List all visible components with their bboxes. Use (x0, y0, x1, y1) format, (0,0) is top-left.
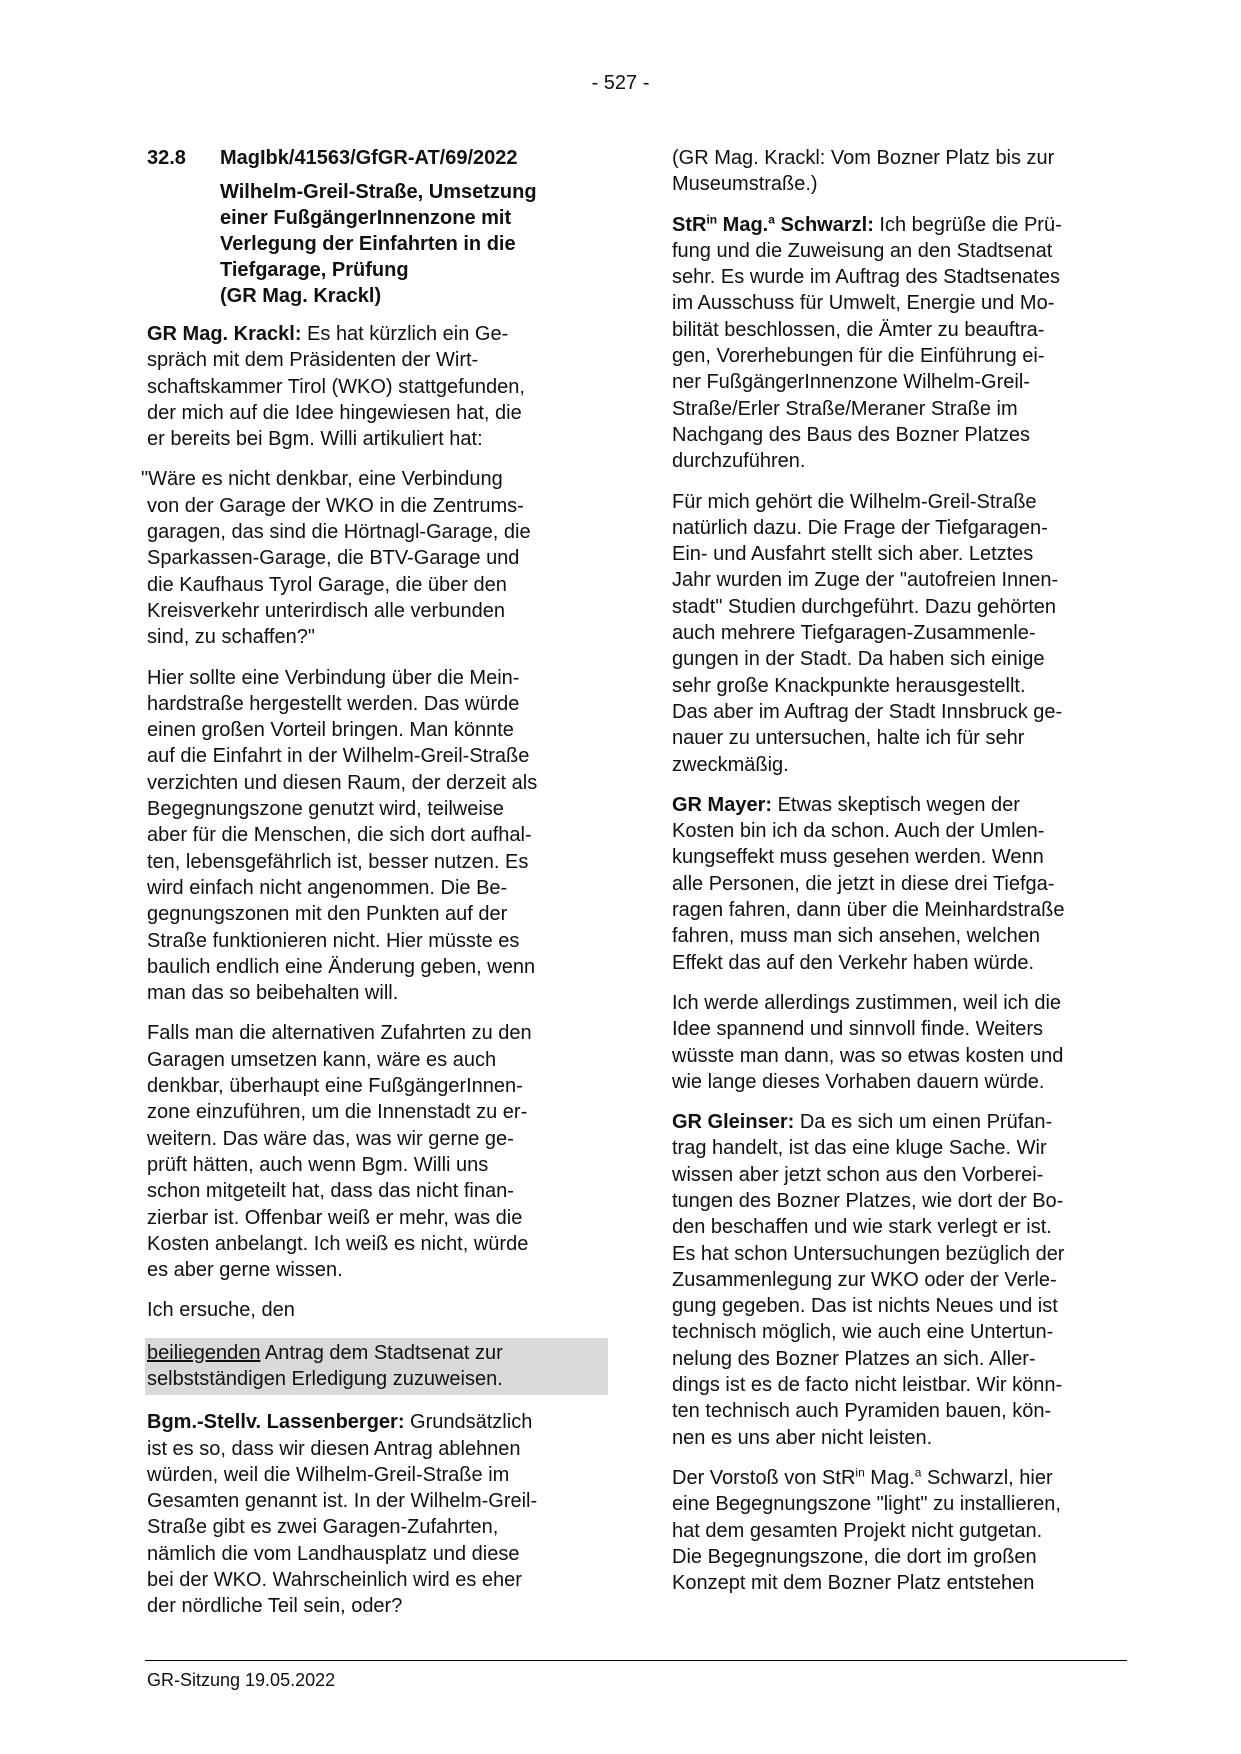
text-line: man das so beibehalten will. (147, 982, 399, 1005)
text-line: stadt" Studien durchgeführt. Dazu gehörten (672, 595, 1057, 618)
item-reference: MagIbk/41563/GfGR-AT/69/2022 (220, 147, 518, 169)
text-line: zone einzuführen, um die Innenstadt zu er- (147, 1101, 528, 1124)
text-line: wie lange dieses Vorhaben dauern würde. (672, 1070, 1045, 1093)
text-line: Konzept mit dem Bozner Platz entstehen (672, 1572, 1035, 1595)
text-line: alle Personen, die jetzt in diese drei Tiefga- (672, 872, 1055, 895)
text-line: "Wäre es nicht denkbar, eine Verbindung (141, 468, 503, 491)
text-line: ist es so, dass wir diesen Antrag ablehnen (147, 1437, 521, 1460)
superscript: a (914, 1465, 922, 1480)
speaker-name (672, 211, 874, 236)
text-line: Zusammenlegung zur WKO oder der Verle- (672, 1268, 1057, 1291)
text-line: Gesamten genannt ist. In der Wilhelm-Greil- (147, 1490, 538, 1513)
text-line: Antrag dem Stadtsenat zur (260, 1341, 503, 1364)
paragraph (147, 665, 602, 1007)
superscript: in (855, 1465, 865, 1480)
text-line: ner FußgängerInnenzone Wilhelm-Greil- (672, 371, 1030, 394)
text-line: der mich auf die Idee hingewiesen hat, die (147, 401, 522, 424)
text-line: Das aber im Auftrag der Stadt Innsbruck ge- (672, 700, 1063, 723)
text-line: Ein- und Ausfahrt stellt sich aber. Letztes (672, 543, 1034, 566)
text-line: kungseffekt muss gesehen werden. Wenn (672, 846, 1044, 869)
text-line: fung und die Zuweisung an den Stadtsenat (672, 239, 1053, 262)
paragraph (672, 990, 1127, 1095)
text-line: es aber gerne wissen. (147, 1259, 343, 1282)
motion-underlined: beiliegenden (147, 1341, 261, 1364)
text-line: weitern. Das wäre das, was wir gerne ge- (147, 1127, 514, 1150)
item-heading (147, 145, 602, 171)
paragraph (672, 145, 1127, 198)
paragraph-gleinser (672, 1109, 1127, 1451)
text-line: Für mich gehört die Wilhelm-Greil-Straße (672, 490, 1037, 513)
item-title (220, 179, 602, 309)
text-line: gungen in der Stadt. Da haben sich einige (672, 648, 1045, 671)
text-line: einen großen Vorteil bringen. Man könnte (147, 719, 514, 742)
text-line: zierbar ist. Offenbar weiß er mehr, was die (147, 1206, 523, 1229)
text-line: nämlich die vom Landhausplatz und diese (147, 1542, 520, 1565)
paragraph-krackl (147, 321, 602, 452)
right-column (672, 145, 1127, 1610)
text-line: auf die Einfahrt in der Wilhelm-Greil-Straße (147, 745, 530, 768)
text-line: denkbar, überhaupt eine FußgängerInnen- (147, 1075, 523, 1098)
text-line: wissen aber jetzt schon aus den Vorberei- (672, 1163, 1044, 1186)
text-part: Der Vorstoß von StR (672, 1466, 856, 1489)
text-line: Effekt das auf den Verkehr haben würde. (672, 951, 1035, 974)
text-line: Straße gibt es zwei Garagen-Zufahrten, (147, 1516, 499, 1539)
text-line: schaftskammer Tirol (WKO) stattgefunden, (147, 375, 525, 398)
speaker-name: GR Gleinser: (672, 1111, 795, 1134)
text-line: Kosten anbelangt. Ich weiß es nicht, würde (147, 1232, 529, 1255)
text-line: wüsste man dann, was so etwas kosten und (672, 1044, 1064, 1067)
text-line: die Kaufhaus Tyrol Garage, die über den (147, 573, 507, 596)
text-line: sehr große Knackpunkte herausgestellt. (672, 674, 1026, 697)
text-line: durchzuführen. (672, 450, 806, 473)
text-line: prüft hätten, auch wenn Bgm. Willi uns (147, 1153, 489, 1176)
speaker-name: GR Mayer: (672, 793, 773, 816)
text-line: Straße/Erler Straße/Meraner Straße im (672, 397, 1018, 420)
item-number: 32.8 (147, 147, 186, 169)
text-line: dings ist es de facto nicht leistbar. Wir könn- (672, 1374, 1063, 1397)
text-line: Ich begrüße die Prü- (873, 213, 1062, 236)
text-line: Idee spannend und sinnvoll finde. Weiters (672, 1018, 1043, 1041)
speaker-sup: a (768, 211, 775, 226)
text-line: Sparkassen-Garage, die BTV-Garage und (147, 547, 520, 570)
text-line: hat dem gesamten Projekt nicht gutgetan. (672, 1519, 1043, 1542)
text-line: nelung des Bozner Platzes an sich. Aller- (672, 1347, 1036, 1370)
text-line: hardstraße hergestellt werden. Das würde (147, 692, 520, 715)
text-line: Es hat kürzlich ein Ge- (301, 323, 509, 345)
text-line: Kreisverkehr unterirdisch alle verbunden (147, 599, 505, 622)
speaker-name: Bgm.-Stellv. Lassenberger: (147, 1411, 405, 1434)
text-line: gung gegeben. Das ist nichts Neues und ist (672, 1295, 1058, 1318)
text-line: aber für die Menschen, die sich dort aufhal- (147, 824, 532, 847)
text-line: gegnungszonen mit den Punkten auf der (147, 903, 508, 926)
paragraph (147, 1020, 602, 1283)
title-line: Wilhelm-Greil-Straße, Umsetzung (220, 181, 537, 203)
text-line: Ich werde allerdings zustimmen, weil ich die (672, 991, 1062, 1014)
text-line: Garagen umsetzen kann, wäre es auch (147, 1048, 497, 1071)
paragraph-schwarzl (672, 212, 1127, 475)
left-column (141, 145, 602, 1634)
text-line: sehr. Es wurde im Auftrag des Stadtsenates (672, 266, 1060, 289)
title-line: (GR Mag. Krackl) (220, 285, 382, 307)
text-line: trag handelt, ist das eine kluge Sache. Wir (672, 1137, 1047, 1160)
text-line: ten, lebensgefährlich ist, besser nutzen. Es (147, 850, 529, 873)
text-line: Nachgang des Baus des Bozner Platzes (672, 423, 1030, 446)
text-line: eine Begegnungszone "light" zu installieren, (672, 1493, 1061, 1516)
paragraph-lassenberger (147, 1409, 602, 1619)
paragraph (672, 1465, 1127, 1596)
speaker-part: Schwarzl: (774, 213, 874, 236)
text-line: würden, weil die Wilhelm-Greil-Straße im (147, 1463, 510, 1486)
speaker-name: GR Mag. Krackl: (147, 323, 302, 345)
text-line: Etwas skeptisch wegen der (772, 793, 1020, 816)
text-line: von der Garage der WKO in die Zentrums- (147, 494, 524, 517)
text-line: Museumstraße.) (672, 173, 818, 196)
text-line: Hier sollte eine Verbindung über die Mein- (147, 666, 520, 689)
speaker-part: StR (672, 213, 707, 236)
title-line: Verlegung der Einfahrten in die (220, 233, 516, 255)
title-line: Tiefgarage, Prüfung (220, 259, 409, 281)
text-line: schon mitgeteilt hat, dass das nicht finan- (147, 1180, 514, 1203)
text-line: Straße funktionieren nicht. Hier müsste es (147, 929, 520, 952)
text-line: ragen fahren, dann über die Meinhardstraße (672, 899, 1065, 922)
text-line: bilität beschlossen, die Ämter zu beauftra- (672, 318, 1045, 341)
quote-paragraph (141, 466, 602, 650)
text-line: Kosten bin ich da schon. Auch der Umlen- (672, 820, 1045, 843)
text-line: den beschaffen und wie stark verlegt er ist. (672, 1216, 1052, 1239)
text-part: Mag. (864, 1466, 915, 1489)
text-line: fahren, muss man sich ansehen, welchen (672, 925, 1040, 948)
text-line: natürlich dazu. Die Frage der Tiefgaragen- (672, 516, 1048, 539)
text-line: wird einfach nicht angenommen. Die Be- (147, 876, 508, 899)
text-line: Begegnungszone genutzt wird, teilweise (147, 798, 504, 821)
text-line: gen, Vorerhebungen für die Einführung ei- (672, 345, 1045, 368)
text-line: nen es uns aber nicht leisten. (672, 1426, 933, 1449)
footer-divider (145, 1660, 1127, 1661)
text-part: Schwarzl, hier (921, 1466, 1053, 1489)
footer-text: GR-Sitzung 19.05.2022 (147, 1670, 336, 1690)
text-line: nauer zu untersuchen, halte ich für sehr (672, 727, 1025, 750)
text-line: er bereits bei Bgm. Willi artikuliert hat: (147, 428, 483, 451)
text-line: auch mehrere Tiefgaragen-Zusammenle- (672, 622, 1036, 645)
text-line: Die Begegnungszone, die dort im großen (672, 1545, 1037, 1568)
text-line: im Ausschuss für Umwelt, Energie und Mo- (672, 292, 1055, 315)
text-line: garagen, das sind die Hörtnagl-Garage, die (147, 521, 531, 544)
text-line: (GR Mag. Krackl: Vom Bozner Platz bis zur (672, 147, 1055, 169)
motion-box (145, 1338, 608, 1396)
paragraph-mayer (672, 792, 1127, 976)
title-line: einer FußgängerInnenzone mit (220, 207, 512, 229)
text-line: tungen des Bozner Platzes, wie dort der Bo- (672, 1189, 1064, 1212)
text-line: Falls man die alternativen Zufahrten zu den (147, 1022, 532, 1045)
paragraph: Ich ersuche, den (147, 1299, 295, 1322)
text-line: Es hat schon Untersuchungen bezüglich der (672, 1242, 1065, 1265)
text-line: Jahr wurden im Zuge der "autofreien Innen- (672, 569, 1059, 592)
text-line: Grundsätzlich (404, 1411, 533, 1434)
page-number: - 527 - (591, 72, 650, 94)
text-line: selbstständigen Erledigung zuzuweisen. (147, 1367, 503, 1390)
paragraph (672, 489, 1127, 778)
text-line: sind, zu schaffen?" (147, 626, 315, 649)
text-line: ten technisch auch Pyramiden bauen, kön- (672, 1400, 1052, 1423)
text-line: technisch möglich, wie auch eine Untertun- (672, 1321, 1054, 1344)
speaker-sup: in (706, 211, 718, 226)
text-line: bei der WKO. Wahrscheinlich wird es eher (147, 1569, 522, 1592)
text-line: der nördliche Teil sein, oder? (147, 1595, 403, 1618)
text-line: Da es sich um einen Prüfan- (794, 1111, 1053, 1134)
speaker-part: Mag. (717, 213, 769, 236)
text-line: verzichten und diesen Raum, der derzeit als (147, 771, 538, 794)
text-line: spräch mit dem Präsidenten der Wirt- (147, 349, 479, 372)
text-line: baulich endlich eine Änderung geben, wenn (147, 955, 536, 978)
text-line: zweckmäßig. (672, 753, 789, 776)
